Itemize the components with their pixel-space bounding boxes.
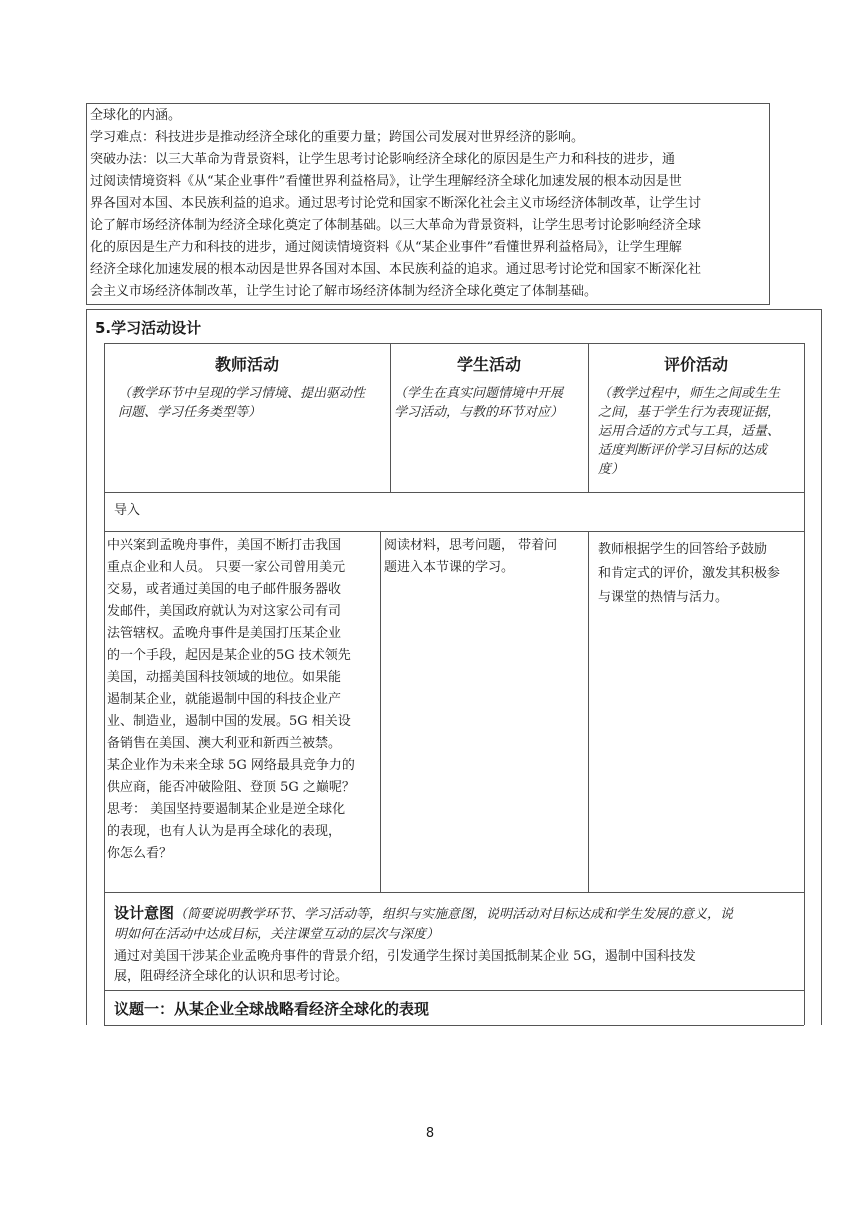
teacher-header-note: （教学环节中呈现的学习情境、提出驱动性 问题、学习任务类型等） [118,386,366,420]
design-intent-note-line2: 明如何在活动中达成目标，关注课堂互动的层次与深度） [114,927,440,942]
section-title: 5.学习活动设计 [95,319,202,337]
evaluation-activity-cell: 教师根据学生的回答给予鼓励 和肯定式的评价，激发其积极参 与课堂的热情与活力。 [598,542,781,605]
design-intent-label: 设计意图 [114,904,175,922]
top-line: 会主义市场经济体制改革，让学生讨论了解市场经济体制为经济全球化奠定了体制基础。 [90,284,598,299]
teacher-activity-cell: 中兴案到孟晚舟事件，美国不断打击我国 重点企业和人员。 只要一家公司曾用美元 交易，或者通过美国的电子邮件服务器收 发邮件，美国政府就认为对这家公司有司 法管辖权。孟晚舟事件是美国打压某企业 的一个手段，起因是某企业的5G 技术领先 美国，动摇美国科技领域的地位。如果能 遏制某企业，就能遏制中国的科技企业产 业、制造业，遏制中国的发展。5G 相关设 备销售在美国、澳大利亚和新西兰被禁。 某企业作为未来全球 5G 网络最具竞争力的 供应商，能否冲破险阻、登顶 5G 之巅呢？ 思考： 美国坚持要遏制某企业是逆全球化 的表现，也有人认为是再全球化的表现， 你怎么看？ [107,538,355,861]
design-intent-body: 通过对美国干涉某企业孟晚舟事件的背景介绍，引发通学生探讨美国抵制某企业 5G，遏制中国科技发 [114,949,696,964]
top-text-box [86,103,770,305]
design-intent-block [114,902,733,926]
page-number: 8 [425,1126,435,1141]
evaluation-activity-header: 评价活动 [663,355,728,374]
top-line: 过阅读情境资料《从“某企业事件”看懂世界利益格局》，让学生理解经济全球化加速发展的根本动因是世 [90,174,682,189]
student-header-note: （学生在真实问题情境中开展 学习活动，与教的环节对应） [394,386,564,420]
top-line: 突破办法：以三大革命为背景资料，让学生思考讨论影响经济全球化的原因是生产力和科技的进步，通 [90,152,676,167]
top-line: 论了解市场经济体制为经济全球化奠定了体制基础。以三大革命为背景资料，让学生思考讨论影响经济全球 [90,218,702,233]
topic-one-title: 议题一：从某企业全球战略看经济全球化的表现 [114,1000,430,1018]
design-intent-body-line2: 展，阻碍经济全球化的认识和思考讨论。 [114,969,349,984]
top-line: 全球化的内涵。 [90,108,182,123]
evaluation-header-note: （教学过程中，师生之间或生生 之间，基于学生行为表现证据， 运用合适的方式与工具，适量、 适度判断评价学习目标的达成 度） [598,386,781,477]
top-line: 学习难点：科技进步是推动经济全球化的重要力量；跨国公司发展对世界经济的影响。 [90,130,585,145]
top-line: 经济全球化加速发展的根本动因是世界各国对本国、本民族利益的追求。通过思考讨论党和国家不断深化社 [90,262,702,277]
top-line: 界各国对本国、本民族利益的追求。通过思考讨论党和国家不断深化社会主义市场经济体制改革，让学生讨 [90,196,702,211]
teacher-activity-header: 教师活动 [214,355,279,374]
section-header [86,309,822,343]
student-activity-header: 学生活动 [456,355,521,374]
intro-label: 导入 [114,503,141,518]
top-line: 化的原因是生产力和科技的进步，通过阅读情境资料《从“某企业事件”看懂世界利益格局》，让学生理解 [90,240,682,255]
design-intent-note: （简要说明教学环节、学习活动等，组织与实施意图，说明活动对目标达成和学生发展的意义，说 [174,907,734,922]
student-activity-cell: 阅读材料，思考问题， 带着问 题进入本节课的学习。 [384,538,558,575]
